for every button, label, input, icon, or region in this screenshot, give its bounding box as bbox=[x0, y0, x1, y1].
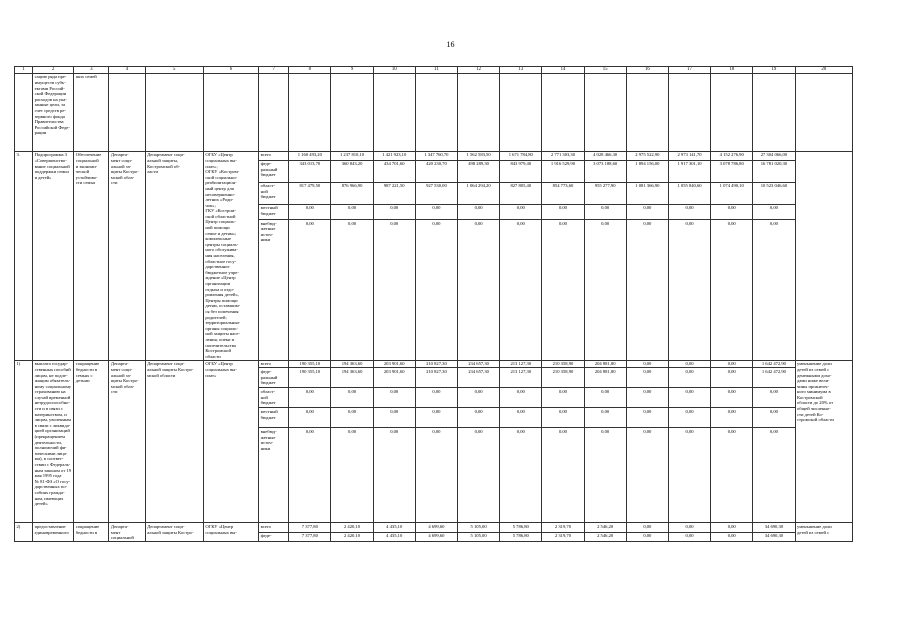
funding-value: 203 901,60 bbox=[373, 368, 415, 388]
funding-value: 0,00 bbox=[458, 428, 500, 523]
funding-value: 0,00 bbox=[626, 220, 668, 361]
participants: ОГКУ «Центр социальных вы- bbox=[203, 523, 258, 542]
funding-value: 210 358,90 bbox=[542, 368, 584, 388]
page-number: 16 bbox=[446, 40, 455, 49]
column-number: 17 bbox=[668, 67, 710, 74]
measure-goal: сокращение бедности в семьях с детьми bbox=[74, 360, 109, 523]
carry-cell bbox=[458, 73, 500, 151]
measure-name: Подпрограмма 3 «Совершенство- вание социальной поддержки семьи и детей» bbox=[33, 151, 74, 360]
funding-value: 1 916 529,90 bbox=[542, 160, 584, 182]
funding-value: 0,00 bbox=[668, 220, 710, 361]
funding-value: 0,00 bbox=[584, 220, 626, 361]
funding-value: 5 786,80 bbox=[500, 523, 542, 532]
funding-value: 0,00 bbox=[668, 388, 710, 408]
funding-value: 4 028 466,30 bbox=[584, 151, 626, 160]
funding-value: 0,00 bbox=[711, 220, 753, 361]
column-number: 9 bbox=[331, 67, 373, 74]
funding-value: 0,00 bbox=[415, 220, 457, 361]
row-number: 3. bbox=[15, 151, 33, 360]
funding-value: 0,00 bbox=[753, 388, 795, 408]
funding-value: 1 642 472,90 bbox=[753, 360, 795, 368]
funding-value: 1 642 472,90 bbox=[753, 368, 795, 388]
measure-goal: сокращение бедности в bbox=[74, 523, 109, 542]
funding-value: 1 064 294,20 bbox=[458, 182, 500, 204]
funding-value: 0,00 bbox=[542, 220, 584, 361]
column-number: 11 bbox=[415, 67, 457, 74]
funding-value: 0,00 bbox=[626, 204, 668, 219]
funding-value: 498 289,30 bbox=[458, 160, 500, 182]
carry-goal: ших семей bbox=[74, 73, 109, 151]
column-number: 18 bbox=[711, 67, 753, 74]
carry-cell bbox=[331, 73, 373, 151]
carry-cell bbox=[373, 73, 415, 151]
funding-source-label: всего bbox=[259, 151, 289, 160]
funding-value: 1 081 366,90 bbox=[626, 182, 668, 204]
funding-value: 0,00 bbox=[331, 220, 373, 361]
funding-value: 0,00 bbox=[331, 204, 373, 219]
funding-value: 955 277,90 bbox=[584, 182, 626, 204]
funding-value: 0,00 bbox=[500, 408, 542, 428]
responsible-executor: Департа- мент соци- альной за- щиты Костро- мской обла- сти bbox=[109, 151, 145, 360]
funding-value: 3 078 786,80 bbox=[711, 160, 753, 182]
funding-value: 0,00 bbox=[458, 220, 500, 361]
funding-value: 0,00 bbox=[584, 428, 626, 523]
row-number: 2) bbox=[15, 523, 33, 542]
program-budget-table bbox=[14, 66, 853, 542]
funding-value: 4 699,60 bbox=[415, 532, 457, 541]
funding-value: 210 827,30 bbox=[415, 368, 457, 388]
funding-value: 0,00 bbox=[373, 204, 415, 219]
funding-value: 213 127,30 bbox=[500, 368, 542, 388]
funding-value: 2 319,70 bbox=[542, 523, 584, 532]
funding-value: 0,00 bbox=[668, 532, 710, 541]
funding-value: 817 479,50 bbox=[289, 182, 331, 204]
funding-value: 34 690,30 bbox=[753, 523, 795, 532]
funding-value: 1 055 840,60 bbox=[668, 182, 710, 204]
carry-participants bbox=[203, 73, 258, 151]
funding-value: 27 304 066,00 bbox=[753, 151, 795, 160]
funding-value: 0,00 bbox=[626, 532, 668, 541]
funding-value: 343 013,70 bbox=[289, 160, 331, 182]
funding-value: 234 657,30 bbox=[458, 368, 500, 388]
funding-source-label: феде- ральный бюджет bbox=[259, 368, 289, 388]
funding-value: 0,00 bbox=[668, 523, 710, 532]
funding-value: 0,00 bbox=[626, 428, 668, 523]
funding-value: 2 319,70 bbox=[542, 532, 584, 541]
responsible-executor: Департа- мент социальной bbox=[109, 523, 145, 542]
funding-value: 0,00 bbox=[753, 204, 795, 219]
carry-cell bbox=[795, 73, 853, 151]
funding-value: 0,00 bbox=[668, 428, 710, 523]
column-number-row bbox=[15, 67, 853, 74]
funding-value: 0,00 bbox=[458, 388, 500, 408]
measure-name: предоставление единовременного bbox=[33, 523, 74, 542]
funding-value: 1 347 760,70 bbox=[415, 151, 457, 160]
funding-value: 0,00 bbox=[500, 220, 542, 361]
funding-value: 987 221,50 bbox=[373, 182, 415, 204]
funding-value: 0,00 bbox=[542, 408, 584, 428]
funding-value: 194 363,60 bbox=[331, 360, 373, 368]
funding-value: 0,00 bbox=[626, 388, 668, 408]
funding-value: 0,00 bbox=[373, 408, 415, 428]
funding-value: 204 881,80 bbox=[584, 368, 626, 388]
column-number: 5 bbox=[145, 67, 203, 74]
funding-value: 0,00 bbox=[458, 204, 500, 219]
funding-value: 1 421 923,10 bbox=[373, 151, 415, 160]
funding-source-label: феде- bbox=[259, 532, 289, 541]
measure-name: выплата государ- ственных пособий лицам, не подле- жащим обязатель- ному социальному страхованию на случай временной нетрудоспособно- сти и в связи с материнством, и лицам, уволенным в связи с ликвида- цией организаций (прекращением деятельности, полномочий фи- зическими лица- ми), в соответ- ствии с Федераль- ным законом от 19 мая 1995 года № 81-ФЗ «О госу- дарственных по- собиях гражда- нам, имеющих детей» bbox=[33, 360, 74, 523]
funding-value: 16 781 020,30 bbox=[753, 160, 795, 182]
funding-value: 0,00 bbox=[626, 408, 668, 428]
carry-cell bbox=[415, 73, 457, 151]
carry-cell bbox=[259, 73, 289, 151]
responsible-executor: Департа- мент соци- альной за- щиты Костро- мской обла- сти bbox=[109, 360, 145, 523]
funding-value: 0,00 bbox=[500, 204, 542, 219]
carry-cell bbox=[584, 73, 626, 151]
column-number: 8 bbox=[289, 67, 331, 74]
funding-source-label: местный бюджет bbox=[259, 408, 289, 428]
funding-value: 1 671 784,80 bbox=[500, 151, 542, 160]
row-number: 1) bbox=[15, 360, 33, 523]
funding-value: 210 827,30 bbox=[415, 360, 457, 368]
funding-value: 213 127,30 bbox=[500, 360, 542, 368]
funding-value: 0,00 bbox=[373, 388, 415, 408]
co-executor: Департамент соци- альной защиты Костро- bbox=[145, 523, 203, 542]
funding-value: 0,00 bbox=[289, 204, 331, 219]
carry-no bbox=[15, 73, 33, 151]
funding-value: 2 975 522,90 bbox=[626, 151, 668, 160]
column-number: 10 bbox=[373, 67, 415, 74]
funding-value: 0,00 bbox=[626, 523, 668, 532]
carry-coexec bbox=[109, 73, 145, 151]
funding-value: 0,00 bbox=[584, 204, 626, 219]
funding-value: 0,00 bbox=[711, 523, 753, 532]
participants: ОГБУ «Центр социальных вы- плат» bbox=[203, 360, 258, 523]
expected-result: уменьшение доли детей из семей с денежными дохо- дами ниже вели- чины прожиточ- ного минимума в Костромской области до 20% от общей численно- сти детей Ко- стромской области bbox=[795, 360, 853, 523]
funding-value: 827 805,40 bbox=[500, 182, 542, 204]
funding-value: 2 420,10 bbox=[331, 523, 373, 532]
column-number: 3 bbox=[74, 67, 109, 74]
funding-value: 0,00 bbox=[668, 360, 710, 368]
funding-source-label: феде- ральный бюджет bbox=[259, 160, 289, 182]
carry-over-row bbox=[15, 73, 853, 151]
funding-source-label: внебюд- жетные источ- ники bbox=[259, 428, 289, 523]
funding-row bbox=[15, 360, 853, 368]
funding-value: 1 160 493,20 bbox=[289, 151, 331, 160]
funding-value: 0,00 bbox=[458, 408, 500, 428]
column-number: 14 bbox=[542, 67, 584, 74]
funding-value: 4 699,60 bbox=[415, 523, 457, 532]
carry-cell bbox=[626, 73, 668, 151]
carry-cell bbox=[753, 73, 795, 151]
funding-value: 2 973 141,70 bbox=[668, 151, 710, 160]
funding-value: 0,00 bbox=[711, 360, 753, 368]
column-number: 1 bbox=[15, 67, 33, 74]
funding-source-label: внебюд- жетные источ- ники bbox=[259, 220, 289, 361]
funding-value: 2 546,20 bbox=[584, 523, 626, 532]
funding-value: 10 523 046,60 bbox=[753, 182, 795, 204]
expected-result: уменьшение доли детей из семей с bbox=[795, 523, 853, 542]
funding-value: 0,00 bbox=[289, 388, 331, 408]
funding-value: 0,00 bbox=[753, 408, 795, 428]
carry-cell bbox=[542, 73, 584, 151]
funding-value: 2 546,20 bbox=[584, 532, 626, 541]
funding-value: 0,00 bbox=[753, 220, 795, 361]
funding-value: 0,00 bbox=[289, 220, 331, 361]
funding-value: 0,00 bbox=[711, 388, 753, 408]
funding-value: 7 377,80 bbox=[289, 523, 331, 532]
funding-value: 360 843,20 bbox=[331, 160, 373, 182]
funding-value: 210 358,90 bbox=[542, 360, 584, 368]
funding-value: 190 355,10 bbox=[289, 368, 331, 388]
funding-value: 7 377,80 bbox=[289, 532, 331, 541]
funding-value: 0,00 bbox=[584, 408, 626, 428]
funding-source-label: област- ной бюджет bbox=[259, 182, 289, 204]
participants: ОГБУ «Центр социальных вы- плат»; ОГКУ «Костром- ской социально- реабилитацион- ный центр для несовершенно- летних «Роди- чок»; ГКУ «Костром- ской областной Центр социаль- ной помощи семье и детям»; комплексные центры социаль- ного обслужива- ния населения, областное госу- дарственное бюджетное учре- ждение «Центр организации отдыха и оздо- ровления детей», Центры помощи детям, оставшим- ся без попечения родителей; территориальные органы социаль- ной защиты насе- ления, опеки и попечительства Костромской области bbox=[203, 151, 258, 360]
funding-value: 203 901,60 bbox=[373, 360, 415, 368]
funding-value: 0,00 bbox=[711, 532, 753, 541]
measure-goal: Обеспечение социальной и экономи- ческой устойчиво- сти семьи bbox=[74, 151, 109, 360]
carry-name: сацию ряда пре- имуществ субъ- ектами Россий- ской Федерации расходов на ука- занные цели, за счет средств ре- зервного фонда Правительства Российской Феде- рации bbox=[33, 73, 74, 151]
column-number: 19 bbox=[753, 67, 795, 74]
funding-value: 0,00 bbox=[668, 204, 710, 219]
funding-source-label: местный бюджет bbox=[259, 204, 289, 219]
carry-cell bbox=[289, 73, 331, 151]
funding-value: 0,00 bbox=[415, 204, 457, 219]
funding-value: 0,00 bbox=[415, 408, 457, 428]
funding-value: 0,00 bbox=[542, 204, 584, 219]
funding-value: 434 701,60 bbox=[373, 160, 415, 182]
column-number: 2 bbox=[33, 67, 74, 74]
funding-value: 927 530,00 bbox=[415, 182, 457, 204]
funding-value: 0,00 bbox=[711, 204, 753, 219]
funding-value: 0,00 bbox=[415, 428, 457, 523]
funding-value: 0,00 bbox=[711, 428, 753, 523]
funding-value: 0,00 bbox=[331, 388, 373, 408]
funding-value: 0,00 bbox=[542, 428, 584, 523]
funding-value: 190 355,10 bbox=[289, 360, 331, 368]
carry-cell bbox=[668, 73, 710, 151]
funding-value: 1 074 490,10 bbox=[711, 182, 753, 204]
funding-value: 0,00 bbox=[668, 408, 710, 428]
funding-value: 0,00 bbox=[711, 368, 753, 388]
funding-value: 4 435,10 bbox=[373, 523, 415, 532]
column-number: 7 bbox=[259, 67, 289, 74]
column-number: 16 bbox=[626, 67, 668, 74]
funding-value: 34 690,30 bbox=[753, 532, 795, 541]
column-number: 15 bbox=[584, 67, 626, 74]
funding-value: 0,00 bbox=[373, 428, 415, 523]
funding-value: 194 363,60 bbox=[331, 368, 373, 388]
co-executor: Департамент соци- альной защиты, Костромской об- ласти bbox=[145, 151, 203, 360]
column-number: 12 bbox=[458, 67, 500, 74]
funding-value: 0,00 bbox=[373, 220, 415, 361]
carry-cell bbox=[711, 73, 753, 151]
funding-value: 4 152 276,90 bbox=[711, 151, 753, 160]
funding-source-label: област- ной бюджет bbox=[259, 388, 289, 408]
funding-row bbox=[15, 151, 853, 160]
column-number: 13 bbox=[500, 67, 542, 74]
funding-value: 2 771 303,30 bbox=[542, 151, 584, 160]
funding-value: 420 230,70 bbox=[415, 160, 457, 182]
carry-executor bbox=[145, 73, 203, 151]
funding-value: 0,00 bbox=[331, 428, 373, 523]
funding-value: 0,00 bbox=[753, 428, 795, 523]
funding-value: 0,00 bbox=[626, 368, 668, 388]
funding-value: 234 657,30 bbox=[458, 360, 500, 368]
column-number: 20 bbox=[795, 67, 853, 74]
funding-value: 3 073 188,60 bbox=[584, 160, 626, 182]
funding-value: 1 562 583,50 bbox=[458, 151, 500, 160]
funding-value: 0,00 bbox=[289, 428, 331, 523]
funding-value: 2 420,10 bbox=[331, 532, 373, 541]
funding-value: 4 435,10 bbox=[373, 532, 415, 541]
funding-value: 843 979,40 bbox=[500, 160, 542, 182]
funding-value: 0,00 bbox=[668, 368, 710, 388]
funding-value: 5 105,00 bbox=[458, 523, 500, 532]
funding-value: 1 917 301,10 bbox=[668, 160, 710, 182]
funding-source-label: всего bbox=[259, 360, 289, 368]
funding-row bbox=[15, 523, 853, 532]
funding-value: 0,00 bbox=[500, 428, 542, 523]
funding-value: 854 773,60 bbox=[542, 182, 584, 204]
funding-value: 0,00 bbox=[500, 388, 542, 408]
funding-value: 0,00 bbox=[289, 408, 331, 428]
funding-value: 1 894 156,00 bbox=[626, 160, 668, 182]
funding-value: 1 237 810,10 bbox=[331, 151, 373, 160]
funding-value: 876 966,90 bbox=[331, 182, 373, 204]
column-number: 6 bbox=[203, 67, 258, 74]
funding-value: 0,00 bbox=[626, 360, 668, 368]
funding-source-label: всего bbox=[259, 523, 289, 532]
funding-value: 5 105,00 bbox=[458, 532, 500, 541]
funding-value: 0,00 bbox=[331, 408, 373, 428]
column-number: 4 bbox=[109, 67, 145, 74]
co-executor: Департамент соци- альной защиты Костро- мской области bbox=[145, 360, 203, 523]
funding-value: 5 786,80 bbox=[500, 532, 542, 541]
expected-result bbox=[795, 151, 853, 360]
funding-value: 204 881,80 bbox=[584, 360, 626, 368]
funding-value: 0,00 bbox=[711, 408, 753, 428]
carry-cell bbox=[500, 73, 542, 151]
funding-value: 0,00 bbox=[415, 388, 457, 408]
funding-value: 0,00 bbox=[542, 388, 584, 408]
funding-value: 0,00 bbox=[584, 388, 626, 408]
